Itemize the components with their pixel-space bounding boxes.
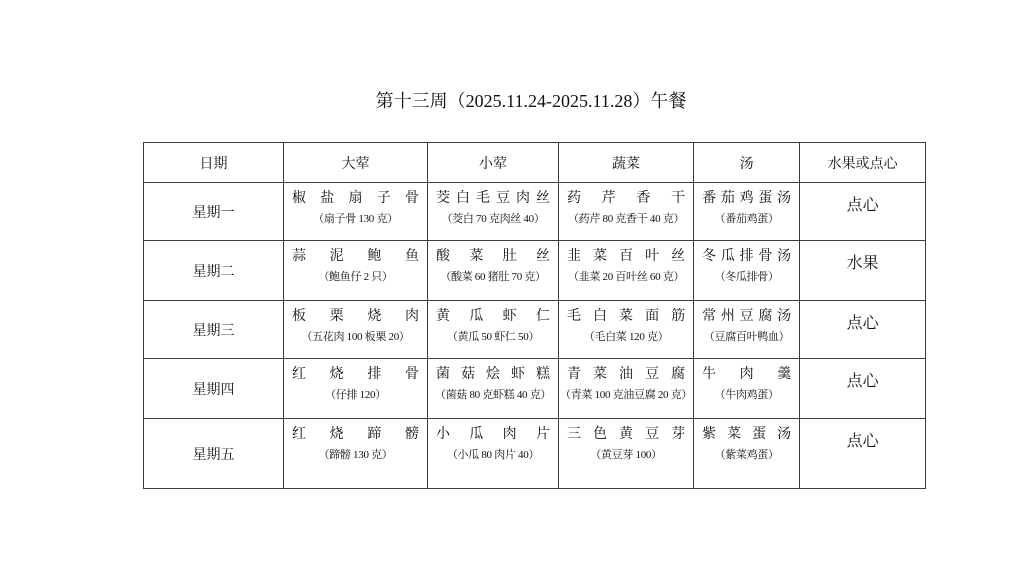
- table-row-friday: [144, 419, 926, 489]
- dish-cell-soup: [694, 301, 800, 359]
- dish-name: 酸菜肚丝: [436, 249, 550, 264]
- dish-name: 椒盐扇子骨: [292, 191, 419, 206]
- dish-cell-main-meat: [284, 301, 428, 359]
- dish-name: 青菜油豆腐: [567, 367, 686, 382]
- dish-portion: （鲍鱼仔 2 只）: [318, 271, 393, 283]
- dish-cell-small-meat: [428, 241, 559, 301]
- dish-cell-vegetable: [559, 241, 694, 301]
- table-row-tuesday: [144, 241, 926, 301]
- dish-portion: （蹄髈 130 克）: [318, 449, 393, 461]
- dish-portion: （紫菜鸡蛋）: [714, 449, 779, 461]
- dish-cell-soup: [694, 183, 800, 241]
- dish-cell-vegetable: [559, 301, 694, 359]
- dish-name: 牛肉羹: [702, 367, 792, 382]
- dish-name: 黄瓜虾仁: [436, 309, 550, 324]
- dish-cell-main-meat: [284, 241, 428, 301]
- day-label: 星期一: [144, 183, 284, 241]
- dish-portion: （仔排 120）: [325, 389, 386, 401]
- dish-name: 红烧排骨: [292, 367, 419, 382]
- dish-name: 小瓜肉片: [436, 427, 550, 442]
- dish-portion: （菌菇 80 克虾糕 40 克）: [434, 389, 552, 401]
- col-header-soup: 汤: [694, 143, 800, 183]
- dish-portion: （黄豆芽 100）: [590, 449, 662, 461]
- dish-name: 毛白菜面筋: [567, 309, 686, 324]
- dish-portion: （番茄鸡蛋）: [714, 213, 779, 225]
- dish-portion: （药芹 80 克香干 40 克）: [567, 213, 685, 225]
- dish-name: 常州豆腐汤: [702, 309, 792, 324]
- header-row: [144, 143, 926, 183]
- dish-cell-main-meat: [284, 183, 428, 241]
- dish-cell-vegetable: [559, 183, 694, 241]
- table-row-thursday: [144, 359, 926, 419]
- dish-cell-soup: [694, 241, 800, 301]
- dish-cell-main-meat: [284, 419, 428, 489]
- dish-name: 茭白毛豆肉丝: [436, 191, 550, 206]
- dish-portion: （青菜 100 克油豆腐 20 克）: [560, 389, 693, 401]
- day-label: 星期五: [144, 419, 284, 489]
- dish-portion: （黄瓜 50 虾仁 50）: [446, 331, 540, 343]
- dish-portion: （酸菜 60 猪肚 70 克）: [440, 271, 546, 283]
- day-label: 星期四: [144, 359, 284, 419]
- dish-name: 韭菜百叶丝: [567, 249, 686, 264]
- dish-name: 紫菜蛋汤: [702, 427, 792, 442]
- col-header-small-meat: 小荤: [428, 143, 559, 183]
- dish-name: 菌菇烩虾糕: [436, 367, 550, 382]
- weekly-lunch-menu-table: [143, 142, 926, 489]
- dish-portion: （牛肉鸡蛋）: [714, 389, 779, 401]
- dish-cell-soup: [694, 419, 800, 489]
- dish-portion: （冬瓜排骨）: [714, 271, 779, 283]
- dessert-label: 点心: [800, 359, 926, 419]
- col-header-main-meat: 大荤: [284, 143, 428, 183]
- dish-name: 药芹香干: [567, 191, 686, 206]
- dish-name: 板栗烧肉: [292, 309, 419, 324]
- day-label: 星期二: [144, 241, 284, 301]
- dish-cell-small-meat: [428, 419, 559, 489]
- dish-cell-small-meat: [428, 359, 559, 419]
- day-label: 星期三: [144, 301, 284, 359]
- dish-portion: （毛白菜 120 克）: [583, 331, 669, 343]
- dish-name: 番茄鸡蛋汤: [702, 191, 792, 206]
- dish-cell-soup: [694, 359, 800, 419]
- col-header-vegetable: 蔬菜: [559, 143, 694, 183]
- dish-name: 红烧蹄髈: [292, 427, 419, 442]
- col-header-date: 日期: [144, 143, 284, 183]
- dish-name: 三色黄豆芽: [567, 427, 686, 442]
- dish-cell-vegetable: [559, 419, 694, 489]
- table-row-wednesday: [144, 301, 926, 359]
- dish-portion: （豆腐百叶鸭血）: [703, 331, 790, 343]
- dish-portion: （小瓜 80 肉片 40）: [446, 449, 540, 461]
- dish-cell-small-meat: [428, 183, 559, 241]
- dish-portion: （韭菜 20 百叶丝 60 克）: [567, 271, 685, 283]
- dish-name: 蒜泥鲍鱼: [292, 249, 419, 264]
- dish-cell-small-meat: [428, 301, 559, 359]
- dessert-label: 点心: [800, 419, 926, 489]
- dessert-label: 点心: [800, 183, 926, 241]
- dish-portion: （茭白 70 克肉丝 40）: [441, 213, 545, 225]
- col-header-fruit-or-dessert: 水果或点心: [800, 143, 926, 183]
- dish-portion: （五花肉 100 板栗 20）: [301, 331, 410, 343]
- table-row-monday: [144, 183, 926, 241]
- dish-cell-main-meat: [284, 359, 428, 419]
- dish-portion: （扇子骨 130 克）: [313, 213, 398, 225]
- dish-name: 冬瓜排骨汤: [702, 249, 792, 264]
- dessert-label: 水果: [800, 241, 926, 301]
- page-title: 第十三周（2025.11.24-2025.11.28）午餐: [375, 91, 687, 111]
- dessert-label: 点心: [800, 301, 926, 359]
- dish-cell-vegetable: [559, 359, 694, 419]
